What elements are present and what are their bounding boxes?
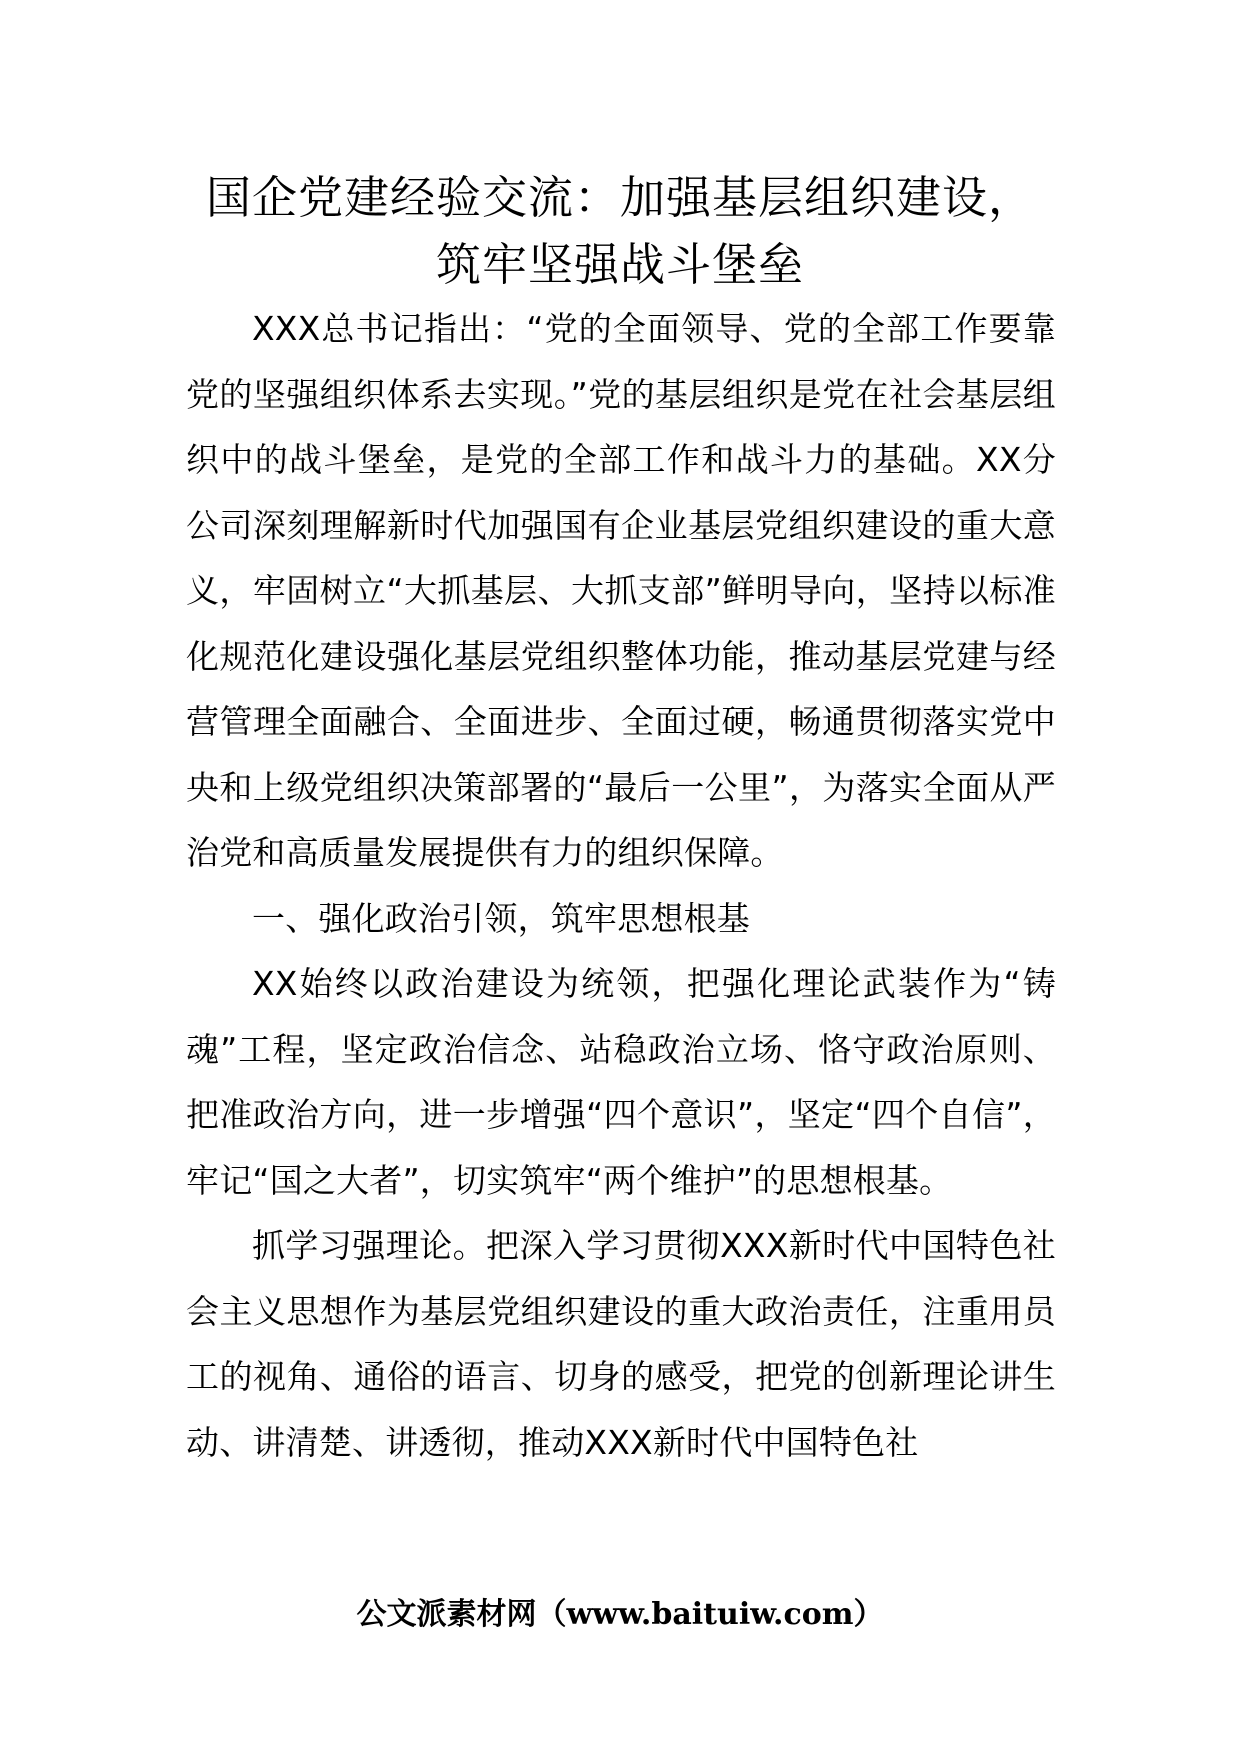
document-body [186, 296, 1056, 1475]
document-title-line-2: 筑牢坚强战斗堡垒 [435, 238, 804, 291]
paragraph-intro: XXX总书记指出：“党的全面领导、党的全部工作要靠党的坚强组织体系去实现。”党的基层组织是党在社会基层组织中的战斗堡垒，是党的全部工作和战斗力的基础。XX分公司深刻理解新时代加强国有企业基层党组织建设的重大意义，牢固树立“大抓基层、大抓支部”鲜明导向，坚持以标准化规范化建设强化基层党组织整体功能，推动基层党建与经营管理全面融合、全面进步、全面过硬，畅通贯彻落实党中央和上级党组织决策部署的“最后一公里”，为落实全面从严治党和高质量发展提供有力的组织保障。 [186, 309, 1056, 872]
footer-source: 公文派素材网（www.baituiw.com） [356, 1597, 884, 1632]
paragraph-section-1: XX始终以政治建设为统领，把强化理论武装作为“铸魂”工程，坚定政治信念、站稳政治立场、恪守政治原则、把准政治方向，进一步增强“四个意识”，坚定“四个自信”，牢记“国之大者”，切实筑牢“两个维护”的思想根基。 [186, 964, 1056, 1200]
document-title-line-1: 国企党建经验交流：加强基层组织建设， [205, 171, 1034, 224]
paragraph-study-theory: 抓学习强理论。把深入学习贯彻XXX新时代中国特色社会主义思想作为基层党组织建设的重大政治责任，注重用员工的视角、通俗的语言、切身的感受，把党的创新理论讲生动、讲清楚、讲透彻，推动XXX新时代中国特色社 [186, 1226, 1056, 1462]
section-heading-1: 一、强化政治引领，筑牢思想根基 [252, 898, 750, 938]
